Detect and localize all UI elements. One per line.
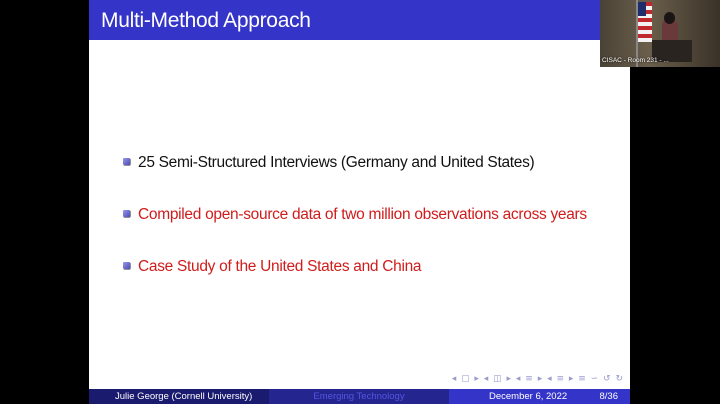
footer-date-page — [449, 389, 630, 404]
video-room-label: CISAC - Room 231 - ... — [602, 57, 669, 64]
bullet-text: Compiled open-source data of two million observations across years — [138, 206, 587, 223]
footer-page-number: 8/36 — [599, 391, 618, 402]
bullet-marker-icon — [123, 262, 130, 269]
flag-canton — [638, 2, 646, 16]
slide-footer — [89, 389, 630, 404]
bullet-text: 25 Semi-Structured Interviews (Germany and United States) — [138, 154, 535, 171]
bullet-item — [123, 206, 587, 224]
slide-header — [89, 0, 630, 40]
bullet-item — [123, 258, 421, 276]
presentation-slide — [89, 0, 630, 404]
bullet-marker-icon — [123, 158, 130, 165]
beamer-navigation-icons[interactable]: ◂ ▢ ▸ ◂ ◫ ▸ ◂ ≡ ▸ ◂ ≡ ▸ ≡ ∽ ↺ ↻ — [451, 374, 624, 384]
bullet-item — [123, 154, 534, 172]
bullet-text: Case Study of the United States and China — [138, 258, 422, 275]
footer-author: Julie George (Cornell University) — [89, 389, 269, 404]
speaker-head — [664, 12, 675, 24]
speaker-video-thumbnail[interactable] — [600, 0, 720, 67]
bullet-marker-icon — [123, 210, 130, 217]
slide-title: Multi-Method Approach — [101, 9, 311, 32]
footer-short-title: Emerging Technology — [269, 389, 449, 404]
footer-date: December 6, 2022 — [489, 391, 568, 402]
